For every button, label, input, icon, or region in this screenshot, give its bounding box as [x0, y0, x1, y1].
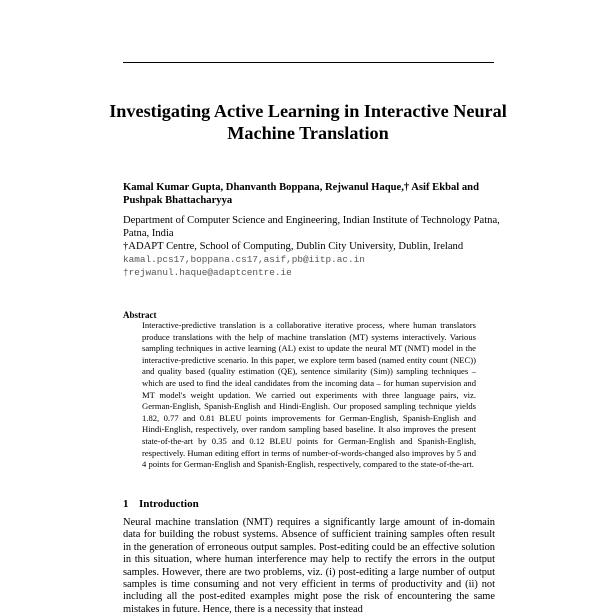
email-line: †rejwanul.haque@adaptcentre.ie: [123, 267, 292, 278]
affiliation-line: Patna, India: [123, 228, 174, 239]
affiliation-line: †ADAPT Centre, School of Computing, Dublin City University, Dublin, Ireland: [123, 241, 464, 252]
email-line: kamal.pcs17,boppana.cs17,asif,pb@iitp.ac.in: [123, 254, 365, 265]
paper-title: Investigating Active Learning in Interactive Neural Machine Translation: [109, 101, 507, 143]
affiliations: [123, 214, 503, 279]
header-rule: [123, 62, 494, 63]
section-heading: [123, 498, 199, 511]
abstract-heading: Abstract: [123, 310, 157, 320]
section-title: Introduction: [139, 498, 199, 510]
abstract-text: Interactive-predictive translation is a collaborative iterative process, where human translators produce translations with the help of machine translation (MT) systems interactively. Various sampling techniques in active learning (AL) exist to update the neural MT (NMT) model in the interactive-predictive scenario. In this paper, we explore term based (named entity count (NEC)) and quality based (quality estimation (QE), sentence similarity (Sim)) sampling techniques – which are used to find the ideal candidates from the incoming data – for human supervision and MT model's weight updation. We carried out experiments with three language pairs, viz. German-English, Spanish-English and Hindi-English. Our proposed sampling technique yields 1.82, 0.77 and 0.81 BLEU points improvements for German-English, Spanish-English and Hindi-English, respectively, over random sampling based baseline. It also improves the present state-of-the-art by 0.35 and 0.12 BLEU points for German-English and Spanish-English, respectively. Human editing effort in terms of number-of-words-changed also improves by 5 and 4 points for German-English and Spanish-English, respectively, compared to the state-of-the-art.: [142, 320, 476, 470]
author-list: Kamal Kumar Gupta, Dhanvanth Boppana, Rejwanul Haque,† Asif Ekbal and Pushpak Bhattacharyya: [123, 182, 479, 206]
affiliation-line: Department of Computer Science and Engineering, Indian Institute of Technology Patna,: [123, 215, 500, 226]
intro-paragraph: Neural machine translation (NMT) requires a significantly large amount of in-domain data for building the robust systems. Absence of sufficient training samples often result in the generation of erroneous output samples. Post-editing could be an effective solution in this situation, where human interference may help to rectify the errors in the output samples. However, there are two problems, viz. (i) post-editing a large number of output samples is time consuming and not very efficient in terms of productivity and (ii) not including all the post-edited examples might pose the risk of encountering the same mistakes in future. Hence, there is a necessity that instead: [123, 517, 495, 615]
section-number: 1: [123, 498, 129, 510]
